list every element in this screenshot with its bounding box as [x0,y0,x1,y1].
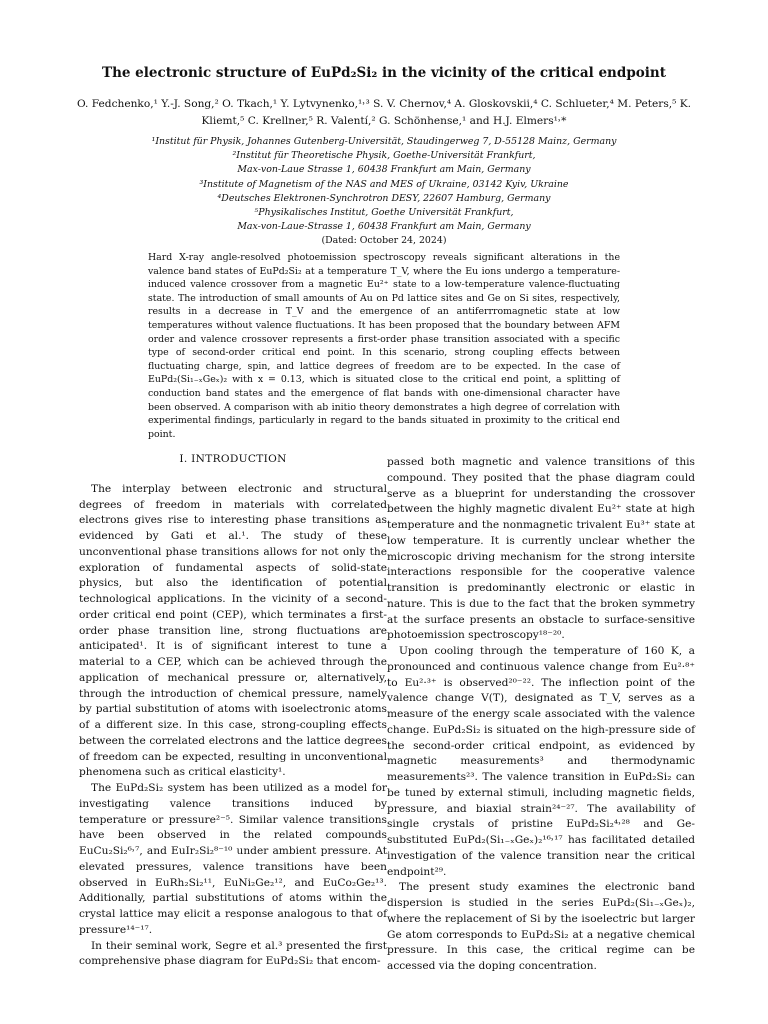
left-column [79,452,387,970]
affiliation-line: Max-von-Laue-Strasse 1, 60438 Frankfurt am Main, Germany [237,221,531,233]
paragraph: The interplay between electronic and structural degrees of freedom in materials with correlated electrons gives rise to interesting phase transitions as evidenced by Gati et al.¹. The study of these unconventional phase transitions allows for not only the exploration of fundamental aspects of solid-state physics, but also the identification of potential technological applications. In the vicinity of a second-order critical end point (CEP), which terminates a first-order phase transition line, strong fluctuations are anticipated¹. It is of significant interest to tune a material to a CEP, which can be achieved through the application of mechanical pressure or, alternatively, through the introduction of chemical pressure, namely by partial substitution of atoms with isoelectronic atoms of a different size. In this case, strong-coupling effects between the correlated electrons and the lattice degrees of freedom can be expected, resulting in unconventional phenomena such as critical elasticity¹. [79,482,387,779]
right-column [387,455,695,975]
paper-title: The electronic structure of EuPd₂Si₂ in the vicinity of the critical endpoint [102,65,666,81]
affiliation-line: ²Institut für Theoretische Physik, Goethe-Universität Frankfurt, [232,150,536,162]
paragraph: Upon cooling through the temperature of 160 K, a pronounced and continuous valence change from Eu²·⁸⁺ to Eu²·³⁺ is observed²⁰⁻²². The inflection point of the valence change V(T), designated as T_V, serves as a measure of the energy scale associated with the valence change. EuPd₂Si₂ is situated on the high-pressure side of the second-order critical endpoint, as evidenced by magnetic measurements³ and thermodynamic measurements²³. The valence transition in EuPd₂Si₂ can be tuned by external stimuli, including magnetic fields, pressure, and biaxial strain²⁴⁻²⁷. The availability of single crystals of pristine EuPd₂Si₂⁴˒²⁸ and Ge-substituted EuPd₂(Si₁₋ₓGeₓ)₂¹⁶˒¹⁷ has facilitated detailed investigation of the valence transition near the critical endpoint²⁹. [387,645,695,878]
paragraph: The EuPd₂Si₂ system has been utilized as a model for investigating valence transitions induced by temperature or pressure²⁻⁵. Similar valence transitions have been observed in the related compounds EuCu₂Si₂⁶˒⁷, and EuIr₂Si₂⁸⁻¹⁰ under ambient pressure. At elevated pressures, valence transitions have been observed in EuRh₂Si₂¹¹, EuNi₂Ge₂¹², and EuCo₂Ge₂¹³. Additionally, partial substitutions of atoms within the crystal lattice may elicit a response analogous to that of pressure¹⁴⁻¹⁷. [79,782,387,936]
section-heading: I. INTRODUCTION [179,453,287,465]
paragraph: passed both magnetic and valence transitions of this compound. They posited that the phase diagram could serve as a blueprint for understanding the crossover between the highly magnetic divalent Eu²⁺ state at high temperature and the nonmagnetic trivalent Eu³⁺ state at low temperature. It is currently unclear whether the microscopic driving mechanism for the strong intersite interactions responsible for the cooperative valence transition is predominantly electronic or elastic in nature. This is due to the fact that the broken symmetry at the surface presents an obstacle to surface-sensitive photoemission spectroscopy¹⁸⁻²⁰. [387,456,695,642]
affiliations [90,135,678,249]
abstract: Hard X-ray angle-resolved photoemission spectroscopy reveals significant alterations in the valence band states of EuPd₂Si₂ at a temperature T_V, where the Eu ions undergo a temperature-induced valence crossover from a magnetic Eu²⁺ state to a low-temperature valence-fluctuating state. The introduction of small amounts of Au on Pd lattice sites and Ge on Si sites, respectively, results in a decrease in T_V and the emergence of an antiferrromagnetic state at low temperatures without valence fluctuations. It has been proposed that the boundary between AFM order and valence crossover represents a first-order phase transition associated with a specific type of second-order critical end point. In this scenario, strong coupling effects between fluctuating charge, spin, and lattice degrees of freedom are to be expected. In the case of EuPd₂(Si₁₋ₓGeₓ)₂ with x = 0.13, which is situated close to the critical end point, a splitting of conduction band states and the emergence of flat bands with one-dimensional character have been observed. A comparison with ab initio theory demonstrates a high degree of correlation with experimental findings, particularly in regard to the bands situated in proximity to the critical end point. [148,252,620,440]
affiliation-line: ⁵Physikalisches Institut, Goethe Universität Frankfurt, [254,207,514,219]
affiliation-line: ³Institute of Magnetism of the NAS and MES of Ukraine, 03142 Kyiv, Ukraine [199,178,569,190]
dated-line: (Dated: October 24, 2024) [321,235,447,247]
affiliation-line: ¹Institut für Physik, Johannes Gutenberg-Universität, Staudingerweg 7, D-55128 Mainz, Germany [151,136,617,147]
affiliation-line: Max-von-Laue Strasse 1, 60438 Frankfurt am Main, Germany [237,164,531,176]
paragraph: In their seminal work, Segre et al.³ presented the first comprehensive phase diagram for EuPd₂Si₂ that encom- [79,939,387,968]
author-list: O. Fedchenko,¹ Y.-J. Song,² O. Tkach,¹ Y. Lytvynenko,¹˒³ S. V. Chernov,⁴ A. Gloskovskii,⁴ C. Schlueter,⁴ M. Peters,⁵ K. Kliemt,⁵ C. Krellner,⁵ R. Valentí,² G. Schönhense,¹ and H.J. Elmers¹˒* [76,98,692,127]
paragraph: The present study examines the electronic band dispersion is studied in the series EuPd₂(Si₁₋ₓGeₓ)₂, where the replacement of Si by the isoelectric but larger Ge atom corresponds to EuPd₂Si₂ at a negative chemical pressure. In this case, the critical regime can be accessed via the doping concentration. [387,881,695,972]
affiliation-line: ⁴Deutsches Elektronen-Synchrotron DESY, 22607 Hamburg, Germany [217,192,551,204]
